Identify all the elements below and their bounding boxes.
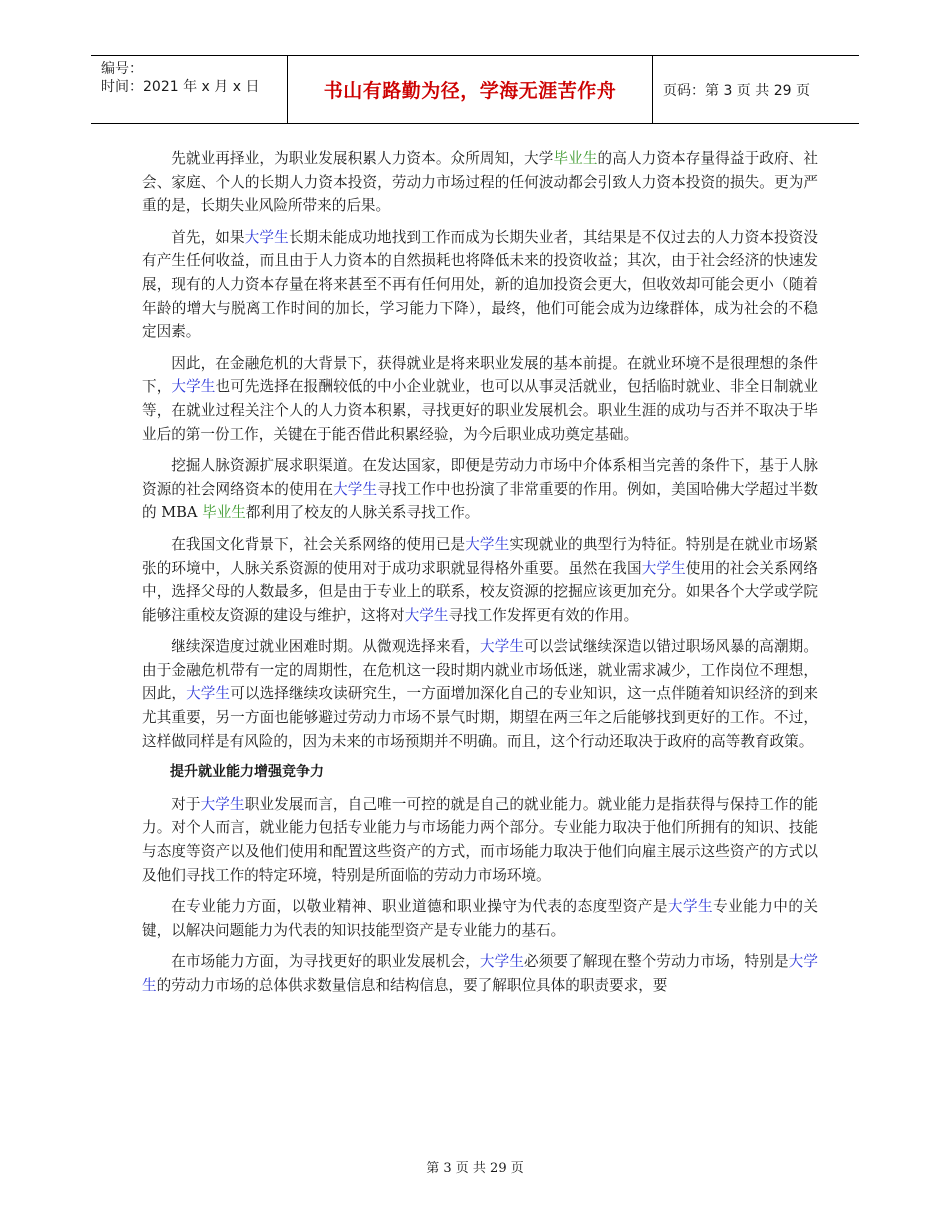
keyword-link[interactable]: 大学生 (479, 953, 525, 971)
paragraph: 继续深造度过就业困难时期。从微观选择来看，大学生可以尝试继续深造以错过职场风暴的高潮期。由于金融危机带有一定的周期性，在危机这一段时期内就业市场低迷，就业需求减少，工作岗位不理想，因此，大学生可以选择继续攻读研究生，一方面增加深化自己的专业知识，这一点伴随着知识经济的到来尤其重要，另一方面也能够避过劳动力市场不景气时期，期望在两三年之后能够找到更好的工作。不过，这样做同样是有风险的，因为未来的市场预期并不明确。而且，这个行动还取决于政府的高等教育政策。 (142, 638, 818, 750)
page-info: 页码：第 3 页 共 29 页 (663, 82, 810, 99)
keyword-link[interactable]: 大学生 (479, 638, 525, 656)
document-body (142, 147, 818, 1006)
keyword-link[interactable]: 大学生 (171, 378, 216, 396)
keyword-link[interactable]: 毕业生 (202, 504, 246, 522)
keyword-link[interactable]: 毕业生 (553, 150, 598, 167)
document-number-label: 编号： (101, 61, 143, 77)
page-footer (0, 1157, 950, 1176)
header-motto-cell (287, 56, 653, 123)
section-heading: 提升就业能力增强竞争力 (170, 764, 324, 781)
document-time: 时间：2021 年 x 月 x 日 (101, 79, 260, 95)
keyword-link[interactable]: 大学生 (186, 685, 231, 703)
keyword-link[interactable]: 大学生 (667, 898, 714, 916)
header-page-info (651, 56, 859, 123)
keyword-link[interactable]: 大学生 (244, 228, 289, 246)
paragraph: 在专业能力方面，以敬业精神、职业道德和职业操守为代表的态度型资产是大学生专业能力中的关键，以解决问题能力为代表的知识技能型资产是专业能力的基石。 (142, 898, 818, 939)
page-header (91, 55, 859, 124)
keyword-link[interactable]: 大学生 (641, 559, 686, 577)
keyword-link[interactable]: 大学生 (333, 480, 378, 498)
header-meta (91, 56, 287, 123)
paragraph: 先就业再择业，为职业发展积累人力资本。众所周知，大学毕业生的高人力资本存量得益于政府、社会、家庭、个人的长期人力资本投资，劳动力市场过程的任何波动都会引致人力资本投资的损失。更为严重的是，长期失业风险所带来的后果。 (142, 150, 818, 215)
keyword-link[interactable]: 大学生 (404, 606, 449, 624)
paragraph: 对于大学生职业发展而言，自己唯一可控的就是自己的就业能力。就业能力是指获得与保持工作的能力。对个人而言，就业能力包括专业能力与市场能力两个部分。专业能力取决于他们所拥有的知识、技能与态度等资产以及他们使用和配置这些资产的方式，而市场能力取决于他们向雇主展示这些资产的方式以及他们寻找工作的特定环境，特别是所面临的劳动力市场环境。 (142, 795, 818, 884)
motto: 书山有路勤为径，学海无涯苦作舟 (323, 80, 617, 102)
paragraph: 在市场能力方面，为寻找更好的职业发展机会，大学生必须要了解现在整个劳动力市场，特别是大学生的劳动力市场的总体供求数量信息和结构信息，要了解职位具体的职责要求，要 (142, 953, 818, 994)
keyword-link[interactable]: 大学生 (465, 535, 510, 553)
keyword-link[interactable]: 大学生 (200, 795, 245, 813)
paragraph: 因此，在金融危机的大背景下，获得就业是将来职业发展的基本前提。在就业环境不是很理想的条件下，大学生也可先选择在报酬较低的中小企业就业，也可以从事灵活就业，包括临时就业、非全日制就业等，在就业过程关注个人的人力资本积累，寻找更好的职业发展机会。职业生涯的成功与否并不取决于毕业后的第一份工作，关键在于能否借此积累经验，为今后职业成功奠定基础。 (142, 354, 818, 443)
paragraph: 挖掘人脉资源扩展求职渠道。在发达国家，即便是劳动力市场中介体系相当完善的条件下，基于人脉资源的社会网络资本的使用在大学生寻找工作中也扮演了非常重要的作用。例如，美国哈佛大学超过半数的 MBA 毕业生都利用了校友的人脉关系寻找工作。 (142, 457, 818, 522)
paragraph: 首先，如果大学生长期未能成功地找到工作而成为长期失业者，其结果是不仅过去的人力资本投资没有产生任何收益，而且由于人力资本的自然损耗也将降低未来的投资收益；其次，由于社会经济的快速发展，现有的人力资本存量在将来甚至不再有任何用处，新的追加投资会更大，但收效却可能会更小（随着年龄的增大与脱离工作时间的加长，学习能力下降），最终，他们可能会成为边缘群体，成为社会的不稳定因素。 (142, 228, 818, 341)
paragraph: 在我国文化背景下，社会关系网络的使用已是大学生实现就业的典型行为特征。特别是在就业市场紧张的环境中，人脉关系资源的使用对于成功求职就显得格外重要。虽然在我国大学生使用的社会关系网络中，选择父母的人数最多，但是由于专业上的联系，校友资源的挖掘应该更加充分。如果各个大学或学院能够注重校友资源的建设与维护，这将对大学生寻找工作发挥更有效的作用。 (142, 535, 818, 624)
footer-page-number: 第 3 页 共 29 页 (426, 1161, 524, 1176)
keyword-link[interactable]: 大学生 (142, 953, 818, 994)
